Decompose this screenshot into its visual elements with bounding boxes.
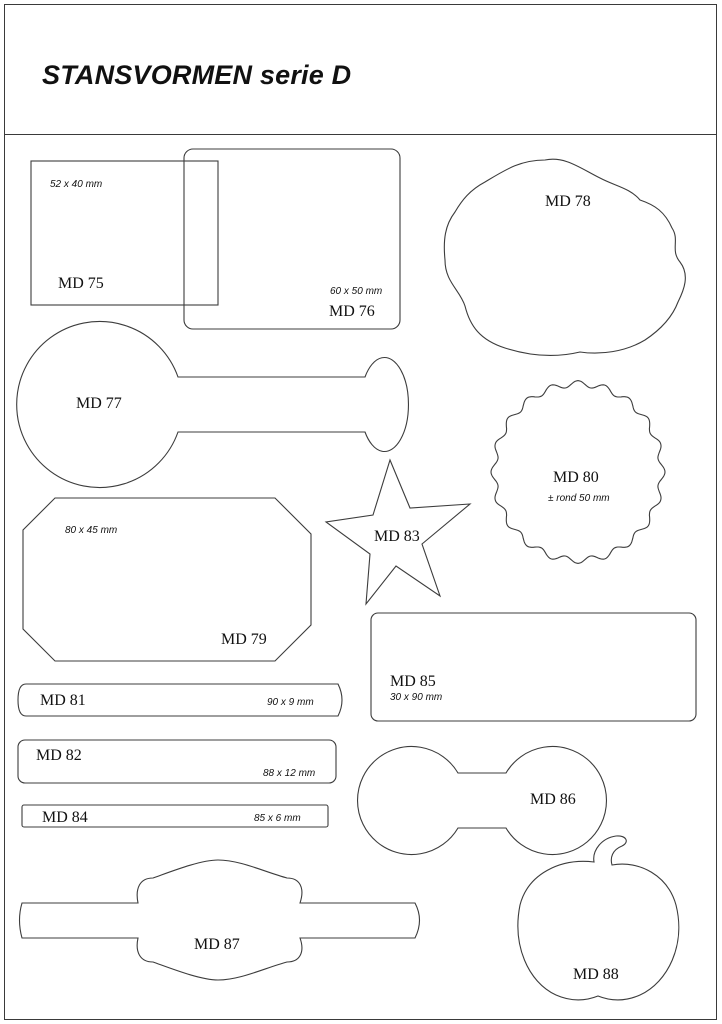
md82-size: 88 x 12 mm: [263, 768, 316, 779]
md84-size: 85 x 6 mm: [254, 813, 301, 824]
md79-outline: [23, 498, 311, 661]
shape-md84: [22, 805, 328, 827]
md85-size: 30 x 90 mm: [390, 692, 443, 703]
md88-label: MD 88: [573, 966, 619, 983]
shape-md75: [31, 161, 218, 305]
md80-label: MD 80: [553, 469, 599, 486]
md83-label: MD 83: [374, 528, 420, 545]
md76-size: 60 x 50 mm: [330, 286, 383, 297]
shape-md87: [20, 860, 420, 980]
md86-label: MD 86: [530, 791, 576, 808]
md79-size: 80 x 45 mm: [65, 525, 118, 536]
md84-label: MD 84: [42, 809, 88, 826]
shape-md82: [18, 740, 336, 783]
md76-outline: [184, 149, 400, 329]
page-title: STANSVORMEN serie D: [42, 60, 352, 90]
md78-label: MD 78: [545, 193, 591, 210]
md78-outline: [444, 159, 685, 355]
shape-md85: [371, 613, 696, 721]
md77-label: MD 77: [76, 395, 122, 412]
shape-md83: [326, 460, 470, 604]
md87-label: MD 87: [194, 936, 240, 953]
md81-size: 90 x 9 mm: [267, 697, 314, 708]
shape-md77: [17, 322, 409, 488]
shape-md88: [518, 836, 679, 1000]
md87-outline: [20, 860, 420, 980]
shape-md81: [18, 684, 342, 716]
md82-label: MD 82: [36, 747, 82, 764]
md85-outline: [371, 613, 696, 721]
shape-md78: [444, 159, 685, 355]
md80-size: ± rond 50 mm: [548, 493, 610, 504]
md75-size: 52 x 40 mm: [50, 179, 103, 190]
shape-md86: [358, 746, 607, 854]
md85-label: MD 85: [390, 673, 436, 690]
md76-label: MD 76: [329, 303, 375, 320]
md81-label: MD 81: [40, 692, 86, 709]
shape-md79: [23, 498, 311, 661]
md75-label: MD 75: [58, 275, 104, 292]
md79-label: MD 79: [221, 631, 267, 648]
shape-md80: [491, 381, 665, 564]
shape-md76: [184, 149, 400, 329]
